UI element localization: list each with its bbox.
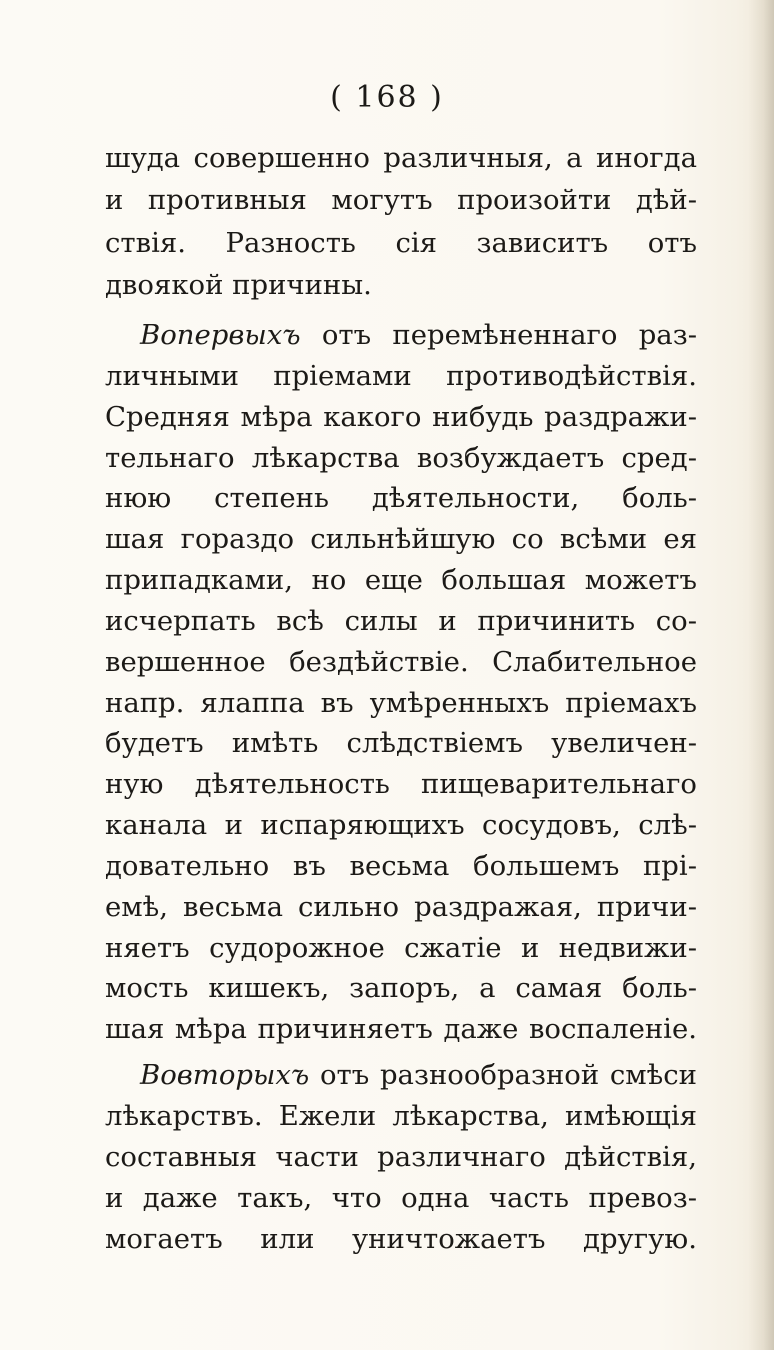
- text-line: нюю степень дѣятельности, боль-: [105, 482, 697, 514]
- text-line: вершенное бездѣйствіе. Слабительное: [105, 646, 697, 678]
- text-line: няетъ судорожное сжатіе и недвижи-: [105, 932, 697, 964]
- text-line: емѣ, весьма сильно раздражая, причи-: [105, 891, 697, 923]
- text-line: лѣкарствъ. Ежели лѣкарства, имѣющія: [105, 1100, 697, 1132]
- text-line: напр. ялаппа въ умѣренныхъ пріемахъ: [105, 687, 697, 719]
- page-number: ( 168 ): [330, 80, 444, 115]
- text-line: мость кишекъ, запоръ, а самая боль-: [105, 972, 697, 1004]
- page-edge-shadow: [748, 0, 774, 1350]
- text-line: ствія. Разность сія зависитъ отъ: [105, 227, 697, 259]
- text-line: будетъ имѣть слѣдствіемъ увеличен-: [105, 727, 697, 759]
- text-line: и даже такъ, что одна часть превоз-: [105, 1182, 697, 1214]
- text-line: двоякой причины.: [105, 269, 372, 301]
- text-line: и противныя могутъ произойти дѣй-: [105, 184, 697, 216]
- text-line: могаетъ или уничтожаетъ другую.: [105, 1223, 697, 1255]
- text-line: ную дѣятельность пищеварительнаго: [105, 768, 697, 800]
- text-line: личными пріемами противодѣйствія.: [105, 360, 697, 392]
- text-line: шуда совершенно различныя, а иногда: [105, 142, 697, 174]
- paragraph-lead-word: Вопервыхъ: [140, 319, 301, 351]
- paragraph-first-line: Вопервыхъ отъ перемѣненнаго раз-: [140, 319, 697, 351]
- text-line: составныя части различнаго дѣйствія,: [105, 1141, 697, 1173]
- text-line: исчерпать всѣ силы и причинить со-: [105, 605, 697, 637]
- text-line: довательно въ весьма большемъ прі-: [105, 850, 697, 882]
- paragraph-first-line: Вовторыхъ отъ разнообразной смѣси: [140, 1059, 697, 1091]
- text-line: канала и испаряющихъ сосудовъ, слѣ-: [105, 809, 697, 841]
- text-line: тельнаго лѣкарства возбуждаетъ сред-: [105, 442, 697, 474]
- text-line: Средняя мѣра какого нибудь раздражи-: [105, 401, 697, 433]
- text-line: шая мѣра причиняетъ даже воспаленіе.: [105, 1013, 697, 1045]
- paragraph-lead-word: Вовторыхъ: [140, 1059, 310, 1091]
- text-line: шая гораздо сильнѣйшую со всѣми ея: [105, 523, 697, 555]
- text-line: припадками, но еще большая можетъ: [105, 564, 697, 596]
